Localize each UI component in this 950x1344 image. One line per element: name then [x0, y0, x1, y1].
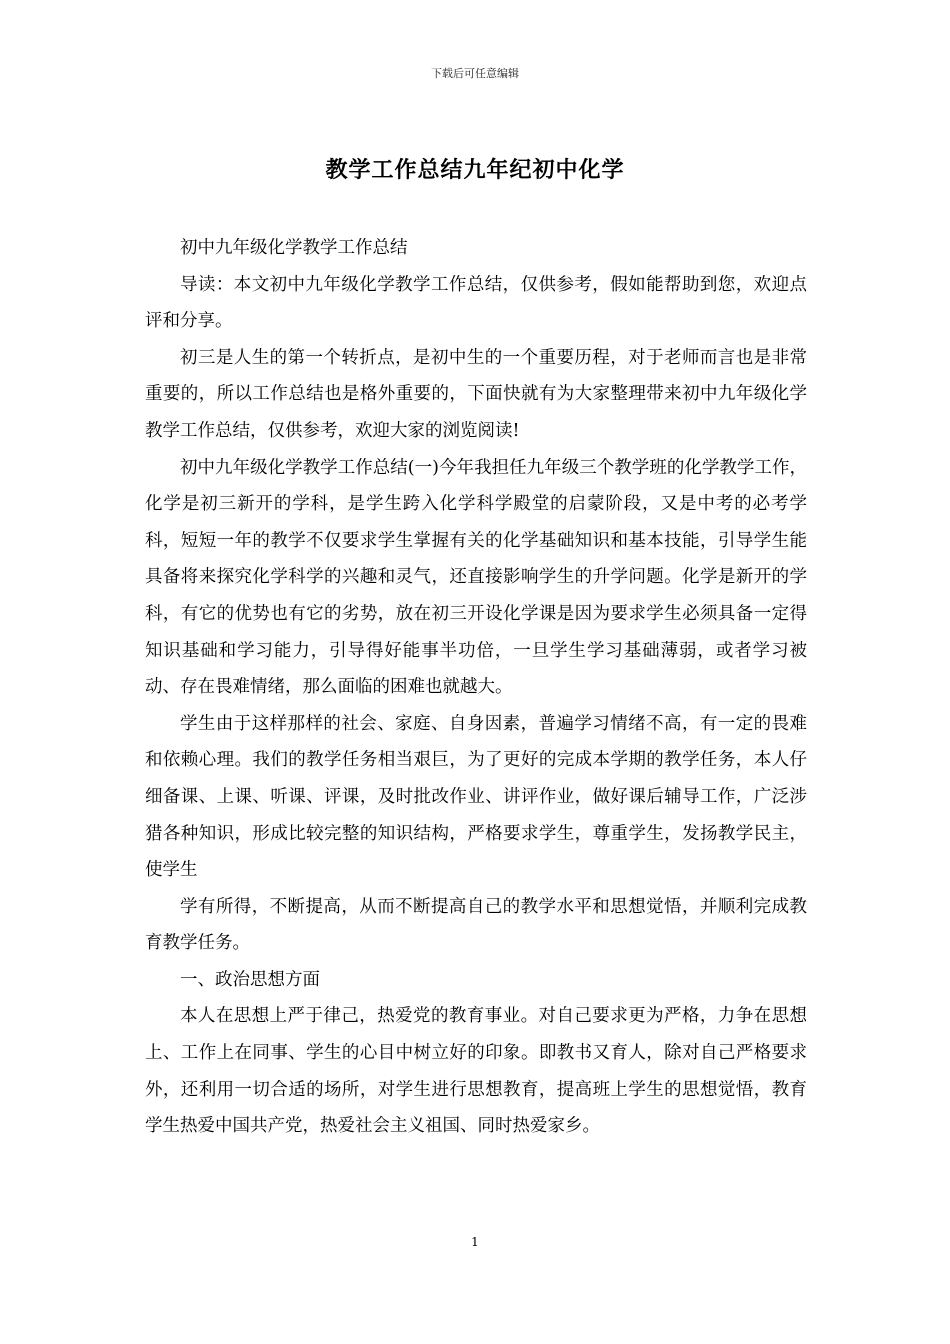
- paragraph: 本人在思想上严于律己，热爱党的教育事业。对自己要求更为严格，力争在思想上、工作上在同事、学生的心目中树立好的印象。即教书又育人，除对自己严格要求外，还利用一切合适的场所，对学生进行思想教育，提高班上学生的思想觉悟，教育学生热爱中国共产党，热爱社会主义祖国、同时热爱家乡。: [145, 1006, 807, 1137]
- document-title: 教学工作总结九年纪初中化学: [325, 157, 625, 183]
- paragraph: 学生由于这样那样的社会、家庭、自身因素，普遍学习情绪不高，有一定的畏难和依赖心理。我们的教学任务相当艰巨，为了更好的完成本学期的教学任务，本人仔细备课、上课、听课、评课，及时批改作业、讲评作业，做好课后辅导工作，广泛涉猎各种知识，形成比较完整的知识结构，严格要求学生，尊重学生，发扬教学民主，使学生: [145, 713, 807, 881]
- section-heading: 一、政治思想方面: [180, 969, 320, 990]
- document-body: [145, 230, 807, 1145]
- paragraph: 学有所得，不断提高，从而不断提高自己的教学水平和思想觉悟，并顺利完成教育教学任务。: [145, 896, 807, 954]
- paragraph: 初中九年级化学教学工作总结(一)今年我担任九年级三个教学班的化学教学工作，化学是初三新开的学科，是学生跨入化学科学殿堂的启蒙阶段，又是中考的必考学科，短短一年的教学不仅要求学生掌握有关的化学基础知识和基本技能，引导学生能具备将来探究化学科学的兴趣和灵气，还直接影响学生的升学问题。化学是新开的学科，有它的优势也有它的劣势，放在初三开设化学课是因为要求学生必须具备一定得知识基础和学习能力，引导得好能事半功倍，一旦学生学习基础薄弱，或者学习被动、存在畏难情绪，那么面临的困难也就越大。: [145, 457, 807, 698]
- paragraph-intro: 导读：本文初中九年级化学教学工作总结，仅供参考，假如能帮助到您，欢迎点评和分享。: [145, 274, 807, 332]
- paragraph: 初三是人生的第一个转折点，是初中生的一个重要历程，对于老师而言也是非常重要的，所以工作总结也是格外重要的，下面快就有为大家整理带来初中九年级化学教学工作总结，仅供参考，欢迎大家的浏览阅读!: [145, 347, 807, 441]
- paragraph-subtitle: 初中九年级化学教学工作总结: [180, 238, 408, 258]
- header-note: 下载后可任意编辑: [431, 67, 519, 80]
- page-number: 1: [471, 1235, 479, 1249]
